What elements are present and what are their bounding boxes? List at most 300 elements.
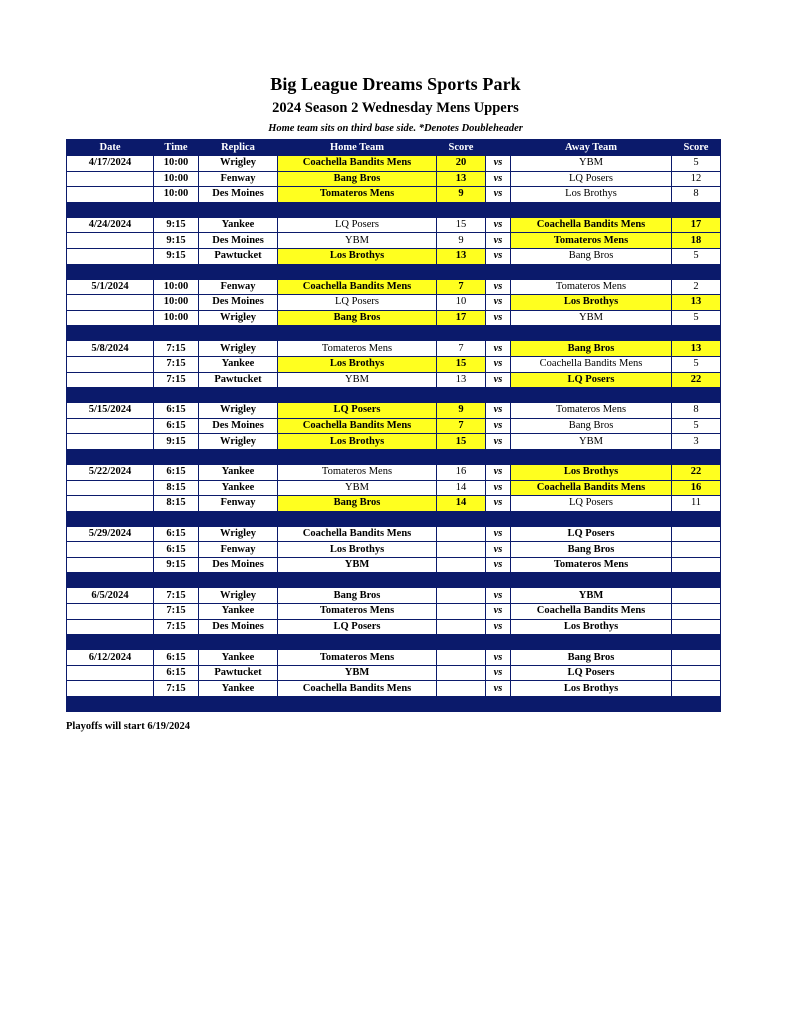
vs-label: vs [486,310,511,326]
home-score [437,542,486,558]
table-row [67,248,721,264]
separator-cell [437,326,486,341]
page-title: Big League Dreams Sports Park [270,74,521,94]
game-time: 10:00 [154,295,199,311]
game-field: Yankee [199,217,278,233]
home-team: Los Brothys [278,248,437,264]
home-score [437,665,486,681]
home-score [437,681,486,697]
vs-label: vs [486,588,511,604]
home-score: 20 [437,156,486,172]
schedule-table [66,139,721,712]
table-row [67,341,721,357]
separator-cell [199,697,278,712]
separator-cell [511,511,672,526]
game-field: Wrigley [199,526,278,542]
game-field: Yankee [199,464,278,480]
away-score: 12 [672,171,721,187]
separator-cell [199,326,278,341]
away-team: Los Brothys [511,187,672,203]
separator-cell [437,511,486,526]
away-team: Coachella Bandits Mens [511,356,672,372]
home-score [437,619,486,635]
home-score: 13 [437,171,486,187]
separator-cell [199,264,278,279]
away-team: Los Brothys [511,295,672,311]
game-field: Wrigley [199,403,278,419]
separator-cell [278,388,437,403]
away-score: 5 [672,310,721,326]
vs-label: vs [486,542,511,558]
game-field: Des Moines [199,233,278,249]
table-row [67,295,721,311]
separator-cell [486,264,511,279]
game-field: Des Moines [199,418,278,434]
game-date [67,557,154,573]
home-team: Los Brothys [278,434,437,450]
game-time: 9:15 [154,217,199,233]
away-score [672,681,721,697]
vs-label: vs [486,418,511,434]
away-team: YBM [511,434,672,450]
game-date [67,248,154,264]
away-score [672,526,721,542]
table-row [67,310,721,326]
game-time: 7:15 [154,372,199,388]
away-team: Los Brothys [511,681,672,697]
vs-label: vs [486,233,511,249]
table-row [67,681,721,697]
game-date [67,187,154,203]
vs-label: vs [486,341,511,357]
home-score: 7 [437,279,486,295]
away-team: Tomateros Mens [511,403,672,419]
game-time: 6:15 [154,526,199,542]
away-team: LQ Posers [511,171,672,187]
game-date [67,542,154,558]
vs-label: vs [486,279,511,295]
game-date: 5/29/2024 [67,526,154,542]
game-date: 5/15/2024 [67,403,154,419]
separator-cell [486,326,511,341]
game-time: 10:00 [154,171,199,187]
separator-cell [486,573,511,588]
separator-cell [278,635,437,650]
home-team: LQ Posers [278,619,437,635]
game-date: 5/8/2024 [67,341,154,357]
home-score: 15 [437,217,486,233]
game-field: Wrigley [199,341,278,357]
home-score: 13 [437,372,486,388]
table-row [67,187,721,203]
separator-cell [672,635,721,650]
separator-cell [511,326,672,341]
game-time: 9:15 [154,233,199,249]
vs-label: vs [486,619,511,635]
home-team: Coachella Bandits Mens [278,279,437,295]
game-time: 9:15 [154,248,199,264]
vs-label: vs [486,372,511,388]
game-field: Wrigley [199,588,278,604]
away-team: Bang Bros [511,542,672,558]
home-team: Coachella Bandits Mens [278,526,437,542]
home-team: Tomateros Mens [278,464,437,480]
column-header: Time [154,140,199,156]
vs-label: vs [486,496,511,512]
away-team: LQ Posers [511,372,672,388]
away-score: 2 [672,279,721,295]
home-team: Tomateros Mens [278,187,437,203]
vs-label: vs [486,295,511,311]
game-field: Wrigley [199,434,278,450]
away-team: Bang Bros [511,248,672,264]
separator-cell [672,264,721,279]
separator-cell [67,326,154,341]
game-time: 8:15 [154,480,199,496]
separator-cell [437,202,486,217]
game-field: Fenway [199,496,278,512]
game-date [67,418,154,434]
game-field: Pawtucket [199,248,278,264]
table-row [67,233,721,249]
game-time: 7:15 [154,681,199,697]
game-time: 8:15 [154,496,199,512]
separator-cell [672,573,721,588]
away-team: Tomateros Mens [511,279,672,295]
game-date: 4/17/2024 [67,156,154,172]
separator-cell [154,449,199,464]
game-date [67,372,154,388]
vs-label: vs [486,480,511,496]
game-time: 10:00 [154,187,199,203]
separator-cell [672,326,721,341]
column-header [486,140,511,156]
table-row [67,279,721,295]
away-score [672,619,721,635]
separator-cell [278,697,437,712]
home-team: YBM [278,372,437,388]
separator-cell [672,449,721,464]
separator-cell [672,388,721,403]
away-score: 13 [672,295,721,311]
column-header: Home Team [278,140,437,156]
table-row [67,619,721,635]
separator-cell [67,264,154,279]
separator-cell [672,511,721,526]
game-date [67,619,154,635]
game-field: Fenway [199,542,278,558]
separator-cell [67,635,154,650]
home-team: LQ Posers [278,403,437,419]
away-team: YBM [511,310,672,326]
game-date [67,356,154,372]
column-header: Away Team [511,140,672,156]
home-team: Tomateros Mens [278,604,437,620]
game-field: Yankee [199,356,278,372]
home-score: 9 [437,233,486,249]
game-date: 5/22/2024 [67,464,154,480]
away-team: Coachella Bandits Mens [511,480,672,496]
game-time: 9:15 [154,434,199,450]
game-time: 7:15 [154,588,199,604]
home-team: LQ Posers [278,295,437,311]
away-team: Coachella Bandits Mens [511,604,672,620]
away-score: 5 [672,418,721,434]
separator-cell [154,202,199,217]
separator-cell [437,635,486,650]
game-field: Des Moines [199,557,278,573]
game-time: 6:15 [154,464,199,480]
game-field: Yankee [199,604,278,620]
home-team: LQ Posers [278,217,437,233]
home-team: Tomateros Mens [278,341,437,357]
separator-cell [672,697,721,712]
home-score: 15 [437,356,486,372]
game-field: Yankee [199,681,278,697]
home-score [437,557,486,573]
game-field: Pawtucket [199,372,278,388]
home-team: Coachella Bandits Mens [278,681,437,697]
home-score: 9 [437,187,486,203]
away-team: LQ Posers [511,496,672,512]
table-row [67,557,721,573]
game-time: 6:15 [154,650,199,666]
week-separator [67,697,721,712]
table-row [67,588,721,604]
game-date: 6/5/2024 [67,588,154,604]
separator-cell [511,264,672,279]
away-team: Bang Bros [511,418,672,434]
game-date: 5/1/2024 [67,279,154,295]
separator-cell [199,388,278,403]
away-score [672,588,721,604]
away-team: Los Brothys [511,619,672,635]
game-date [67,434,154,450]
away-team: Tomateros Mens [511,233,672,249]
home-team: Los Brothys [278,542,437,558]
home-team: Bang Bros [278,588,437,604]
table-row [67,217,721,233]
separator-cell [486,635,511,650]
separator-cell [437,573,486,588]
away-score: 22 [672,372,721,388]
separator-cell [511,635,672,650]
away-team: LQ Posers [511,526,672,542]
vs-label: vs [486,356,511,372]
game-time: 9:15 [154,557,199,573]
game-date [67,295,154,311]
home-score: 7 [437,418,486,434]
game-date: 4/24/2024 [67,217,154,233]
vs-label: vs [486,526,511,542]
home-score: 14 [437,480,486,496]
table-row [67,496,721,512]
separator-cell [278,449,437,464]
home-score: 14 [437,496,486,512]
separator-cell [672,202,721,217]
game-field: Wrigley [199,310,278,326]
table-row [67,480,721,496]
away-score [672,650,721,666]
home-score: 7 [437,341,486,357]
game-field: Des Moines [199,619,278,635]
schedule-note: Home team sits on third base side. *Denotes Doubleheader [268,123,523,134]
separator-cell [154,264,199,279]
home-team: Coachella Bandits Mens [278,156,437,172]
separator-cell [67,511,154,526]
separator-cell [199,449,278,464]
table-row [67,418,721,434]
separator-cell [154,573,199,588]
game-date [67,480,154,496]
away-score: 5 [672,156,721,172]
game-time: 10:00 [154,156,199,172]
home-team: Bang Bros [278,171,437,187]
separator-cell [67,449,154,464]
away-score: 8 [672,187,721,203]
vs-label: vs [486,650,511,666]
table-row [67,372,721,388]
separator-cell [437,449,486,464]
table-row [67,542,721,558]
away-score [672,665,721,681]
separator-cell [154,635,199,650]
table-row [67,171,721,187]
game-field: Fenway [199,171,278,187]
separator-cell [67,388,154,403]
game-date [67,681,154,697]
game-field: Des Moines [199,187,278,203]
vs-label: vs [486,434,511,450]
game-time: 7:15 [154,356,199,372]
game-field: Pawtucket [199,665,278,681]
away-score: 3 [672,434,721,450]
table-row [67,604,721,620]
separator-cell [199,573,278,588]
column-header: Replica [199,140,278,156]
away-team: YBM [511,156,672,172]
home-score [437,650,486,666]
home-team: Bang Bros [278,496,437,512]
home-score: 17 [437,310,486,326]
vs-label: vs [486,248,511,264]
home-team: Coachella Bandits Mens [278,418,437,434]
game-date [67,310,154,326]
table-row [67,434,721,450]
game-time: 6:15 [154,542,199,558]
vs-label: vs [486,156,511,172]
week-separator [67,573,721,588]
away-score: 5 [672,248,721,264]
away-score: 16 [672,480,721,496]
separator-cell [67,202,154,217]
week-separator [67,388,721,403]
away-score [672,604,721,620]
game-field: Wrigley [199,156,278,172]
column-header: Score [437,140,486,156]
separator-cell [154,697,199,712]
separator-cell [278,511,437,526]
separator-cell [278,264,437,279]
separator-cell [511,573,672,588]
vs-label: vs [486,187,511,203]
away-score [672,542,721,558]
week-separator [67,326,721,341]
game-date [67,233,154,249]
home-score: 15 [437,434,486,450]
table-row [67,464,721,480]
separator-cell [199,511,278,526]
game-field: Fenway [199,279,278,295]
game-time: 7:15 [154,619,199,635]
away-score: 5 [672,356,721,372]
separator-cell [437,388,486,403]
separator-cell [154,511,199,526]
away-team: Bang Bros [511,341,672,357]
game-time: 7:15 [154,604,199,620]
column-header: Date [67,140,154,156]
separator-cell [67,697,154,712]
home-score: 16 [437,464,486,480]
away-score: 11 [672,496,721,512]
game-date: 6/12/2024 [67,650,154,666]
home-team: Bang Bros [278,310,437,326]
separator-cell [199,635,278,650]
vs-label: vs [486,557,511,573]
page-subtitle: 2024 Season 2 Wednesday Mens Uppers [272,100,519,116]
away-score: 22 [672,464,721,480]
table-row [67,665,721,681]
separator-cell [511,449,672,464]
away-team: Bang Bros [511,650,672,666]
away-team: YBM [511,588,672,604]
away-score: 8 [672,403,721,419]
game-time: 6:15 [154,665,199,681]
home-score: 9 [437,403,486,419]
vs-label: vs [486,604,511,620]
away-score: 18 [672,233,721,249]
away-team: Tomateros Mens [511,557,672,573]
game-date [67,171,154,187]
game-time: 7:15 [154,341,199,357]
week-separator [67,202,721,217]
table-row [67,403,721,419]
game-time: 10:00 [154,279,199,295]
separator-cell [486,511,511,526]
home-score [437,588,486,604]
game-time: 6:15 [154,403,199,419]
week-separator [67,449,721,464]
home-score [437,526,486,542]
schedule-body [67,156,721,712]
column-header: Score [672,140,721,156]
separator-cell [67,573,154,588]
home-score [437,604,486,620]
home-team: YBM [278,665,437,681]
home-team: Tomateros Mens [278,650,437,666]
home-team: YBM [278,557,437,573]
separator-cell [486,449,511,464]
home-team: YBM [278,480,437,496]
separator-cell [154,326,199,341]
vs-label: vs [486,681,511,697]
week-separator [67,635,721,650]
home-team: Los Brothys [278,356,437,372]
separator-cell [511,697,672,712]
away-score: 17 [672,217,721,233]
week-separator [67,511,721,526]
away-team: LQ Posers [511,665,672,681]
